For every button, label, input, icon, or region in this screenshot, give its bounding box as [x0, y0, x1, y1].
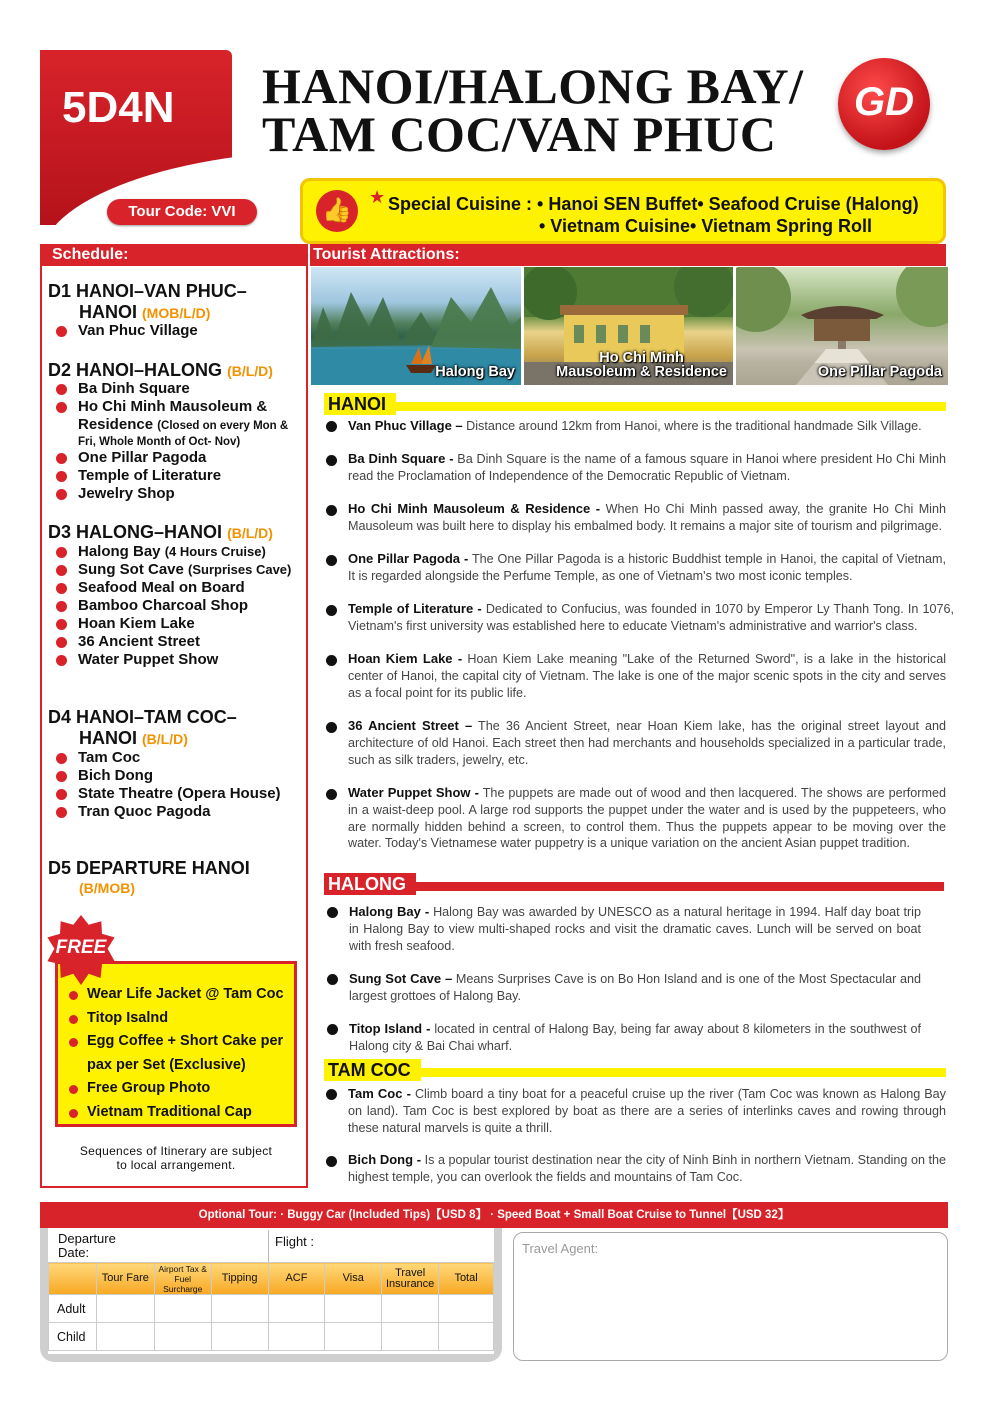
attraction-one-pillar: One Pillar Pagoda - The One Pillar Pagoda is a historic Buddhist temple in Hanoi, the capital of Vietnam, It is regarded alongside the Perfume Temple, as one of Vietnam's two most iconic temples.: [348, 551, 947, 583]
day1-meal: (MOB/L/D): [142, 305, 211, 321]
price-cell[interactable]: [439, 1295, 494, 1323]
list-item: Tam Coc: [48, 749, 306, 767]
column-tour-fare: Tour Fare: [96, 1263, 154, 1295]
itinerary-note: Sequences of Itinerary are subject to local arrangement.: [79, 1144, 273, 1172]
list-item: Tran Quoc Pagoda: [48, 803, 306, 821]
bullet-icon: [326, 1156, 337, 1167]
row-label-child: Child: [49, 1323, 97, 1351]
column-total: Total: [439, 1263, 494, 1295]
halong-bay-photo: [311, 267, 521, 385]
bullet-icon: [326, 605, 337, 616]
list-item: Egg Coffee + Short Cake per: [64, 1030, 296, 1054]
day2-list: [48, 380, 306, 503]
price-cell[interactable]: [154, 1323, 211, 1351]
day4-title-b: HANOI (B/L/D): [79, 728, 188, 748]
table-row: [49, 1323, 494, 1351]
price-cell[interactable]: [268, 1323, 325, 1351]
list-item: Water Puppet Show: [48, 651, 306, 669]
table-row: [49, 1295, 494, 1323]
price-cell[interactable]: [96, 1323, 154, 1351]
mausoleum-photo: [524, 267, 733, 385]
price-cell[interactable]: [382, 1295, 439, 1323]
day1-list: [48, 322, 303, 340]
list-item-continued: pax per Set (Exclusive): [87, 1056, 246, 1073]
day3-title: D3 HALONG–HANOI (B/L/D): [48, 522, 273, 542]
attraction-ba-dinh: Ba Dinh Square - Ba Dinh Square is the name of a famous square in Hanoi where president Ho Chi Minh read the Proclamation of Independence of the Democratic Republic of Vietnam.: [348, 451, 946, 483]
bullet-icon: [327, 974, 338, 985]
day2-title: D2 HANOI–HALONG (B/L/D): [48, 360, 273, 380]
price-cell[interactable]: [211, 1295, 268, 1323]
travel-agent-label: Travel Agent:: [522, 1241, 599, 1256]
list-item: Ba Dinh Square: [48, 380, 306, 398]
bullet-icon: [327, 907, 338, 918]
list-item: Sung Sot Cave (Surprises Cave): [48, 561, 306, 579]
bullet-icon: [326, 722, 337, 733]
list-item: Jewelry Shop: [48, 485, 306, 503]
day5-meal: (B/MOB): [79, 880, 135, 896]
title-line-2: TAM COC/VAN PHUC: [262, 106, 777, 162]
day4-meal: (B/L/D): [142, 731, 188, 747]
table-header-row: [49, 1263, 494, 1295]
list-item: State Theatre (Opera House): [48, 785, 306, 803]
list-item-note: Fri, Whole Month of Oct- Nov): [78, 436, 241, 448]
column-airport-tax: Airport Tax & Fuel Surcharge: [154, 1263, 211, 1295]
list-item-continued: Residence (Closed on every Mon &: [78, 416, 289, 433]
attraction-van-phuc: Van Phuc Village – Distance around 12km from Hanoi, where is the traditional handmade Silk Village.: [348, 418, 922, 433]
attractions-heading: Tourist Attractions:: [310, 244, 946, 266]
day2-meal: (B/L/D): [227, 363, 273, 379]
tour-code-badge: Tour Code: VVI: [107, 199, 257, 225]
list-item: Van Phuc Village: [48, 322, 303, 340]
tamcoc-section-heading: TAM COC: [324, 1059, 946, 1081]
bullet-icon: [326, 421, 337, 432]
list-item: Halong Bay (4 Hours Cruise): [48, 543, 306, 561]
free-items-list: [64, 983, 296, 1124]
attraction-tam-coc: Tam Coc - Climb board a tiny boat for a peaceful cruise up the river (Tam Coc was known as Halong Bay on land). Tam Coc is best explored by boat as there are a series of interlinks caves and rowing through these natural marvels is quite a thrill.: [348, 1086, 946, 1135]
photo-caption: Halong Bay: [435, 364, 515, 380]
price-cell[interactable]: [211, 1323, 268, 1351]
attraction-hoan-kiem: Hoan Kiem Lake - Hoan Kiem Lake meaning "Lake of the Returned Sword", is a lake in the historical center of Hanoi, the capital city of Vietnam. The lake is one of the major scenic spots in the city and serves as a focal point for its public life.: [348, 651, 946, 700]
thumbs-up-icon: 👍: [316, 190, 358, 232]
one-pillar-pagoda-photo: [736, 267, 948, 385]
column-visa: Visa: [325, 1263, 382, 1295]
list-item: Wear Life Jacket @ Tam Coc: [64, 983, 296, 1007]
star-icon: ★: [369, 187, 386, 207]
optional-tour-bar: Optional Tour: · Buggy Car (Included Tips)【USD 8】 · Speed Boat + Small Boat Cruise to Tunnel【USD 32】: [40, 1202, 948, 1228]
column-travel-insurance: Travel Insurance: [382, 1263, 439, 1295]
attraction-mausoleum: Ho Chi Minh Mausoleum & Residence - When Ho Chi Minh passed away, the granite Ho Chi Minh Mausoleum was built here to display his embalmed body. It remains a major site of tourism and pilgrimage.: [348, 501, 946, 533]
day1-title-b: HANOI (MOB/L/D): [79, 302, 211, 322]
list-item: 36 Ancient Street: [48, 633, 306, 651]
attraction-temple-literature: Temple of Literature - Dedicated to Confucius, was founded in 1070 by Emperor Ly Thanh Tong. In 1076, Vietnam's first university was established here to educate Vietnam's administrative and warrior's class.: [348, 601, 954, 633]
schedule-heading: Schedule:: [40, 244, 308, 266]
price-cell[interactable]: [268, 1295, 325, 1323]
bullet-icon: [326, 555, 337, 566]
list-item: Bich Dong: [48, 767, 306, 785]
divider: [268, 1230, 269, 1262]
bullet-icon: [327, 1024, 338, 1035]
price-cell[interactable]: [382, 1323, 439, 1351]
duration-label: 5D4N: [62, 83, 175, 132]
attraction-sung-sot: Sung Sot Cave – Means Surprises Cave is on Bo Hon Island and is one of the Most Spectacular and largest grottoes of Halong Bay.: [349, 971, 922, 1003]
day4-list: [48, 749, 306, 821]
free-badge: FREE: [55, 937, 107, 958]
bullet-icon: [326, 505, 337, 516]
page-title: [262, 58, 804, 162]
list-item: Free Group Photo: [64, 1077, 296, 1101]
bullet-icon: [326, 655, 337, 666]
cuisine-line-2: • Vietnam Cuisine• Vietnam Spring Roll: [539, 216, 873, 236]
column-acf: ACF: [268, 1263, 325, 1295]
attraction-titop: Titop Island - located in central of Halong Bay, being far away about 8 kilometers in the southwest of Halong city & Bai Chai wharf.: [349, 1021, 922, 1053]
title-line-1: HANOI/HALONG BAY/: [262, 58, 804, 114]
cuisine-line-1: Special Cuisine : • Hanoi SEN Buffet• Seafood Cruise (Halong): [388, 194, 919, 214]
price-cell[interactable]: [154, 1295, 211, 1323]
hanoi-section-heading: HANOI: [324, 393, 946, 415]
day4-title: D4 HANOI–TAM COC–: [48, 707, 237, 727]
list-item: Bamboo Charcoal Shop: [48, 597, 306, 615]
flight-label: Flight :: [275, 1234, 315, 1249]
logo-text: GD: [854, 80, 914, 124]
column-tipping: Tipping: [211, 1263, 268, 1295]
photo-caption: Ho Chi Minh Mausoleum & Residence: [556, 350, 727, 380]
price-table: [48, 1262, 494, 1351]
price-cell[interactable]: [325, 1323, 382, 1351]
price-cell[interactable]: [96, 1295, 154, 1323]
list-item: Seafood Meal on Board: [48, 579, 306, 597]
list-item: Titop Isalnd: [64, 1007, 296, 1031]
day3-list: [48, 543, 306, 669]
attraction-halong-bay: Halong Bay - Halong Bay was awarded by UNESCO as a natural heritage in 1994. Half day boat trip in Halong Bay to view multi-shaped rocks and visit the dramatic caves. Lunch will be served on boat with fresh seafood.: [349, 904, 921, 953]
day5-title: D5 DEPARTURE HANOI: [48, 858, 250, 878]
list-item: Hoan Kiem Lake: [48, 615, 306, 633]
day3-meal: (B/L/D): [227, 525, 273, 541]
day1-title: D1 HANOI–VAN PHUC–: [48, 281, 247, 301]
list-item: Temple of Literature: [48, 467, 306, 485]
price-cell[interactable]: [325, 1295, 382, 1323]
list-item: One Pillar Pagoda: [48, 449, 306, 467]
photo-caption: One Pillar Pagoda: [817, 364, 942, 380]
attraction-water-puppet: Water Puppet Show - The puppets are made out of wood and then lacquered. The shows are performed in a waist-deep pool. A large rod supports the puppet under the water and is used by the puppeteers, who are normally hidden behind a screen, to control them. Thus the puppets appear to be moving over the water. Today's Vietnamese water puppetry is a unique variation on the ancient Asian puppet tradition.: [348, 785, 946, 851]
row-label-adult: Adult: [49, 1295, 97, 1323]
bullet-icon: [326, 789, 337, 800]
attraction-bich-dong: Bich Dong - Is a popular tourist destination near the city of Ninh Binh in northern Vietnam. Standing on the highest temple, you can overlook the fields and mountains of Tam Coc.: [348, 1152, 947, 1184]
list-item: Vietnam Traditional Cap: [64, 1101, 296, 1125]
halong-section-heading: HALONG: [324, 873, 944, 895]
list-item: Ho Chi Minh Mausoleum &: [48, 398, 306, 416]
attraction-36-street: 36 Ancient Street – The 36 Ancient Street, near Hoan Kiem lake, has the original street layout and architecture of old Hanoi. Each street then had merchants and households specialized in a particular trade, such as silk traders, jewelry, etc.: [348, 718, 947, 767]
departure-date-label: Departure Date:: [58, 1231, 116, 1260]
bullet-icon: [326, 1089, 337, 1100]
table-header-blank: [49, 1263, 97, 1295]
bullet-icon: [326, 455, 337, 466]
price-cell[interactable]: [439, 1323, 494, 1351]
